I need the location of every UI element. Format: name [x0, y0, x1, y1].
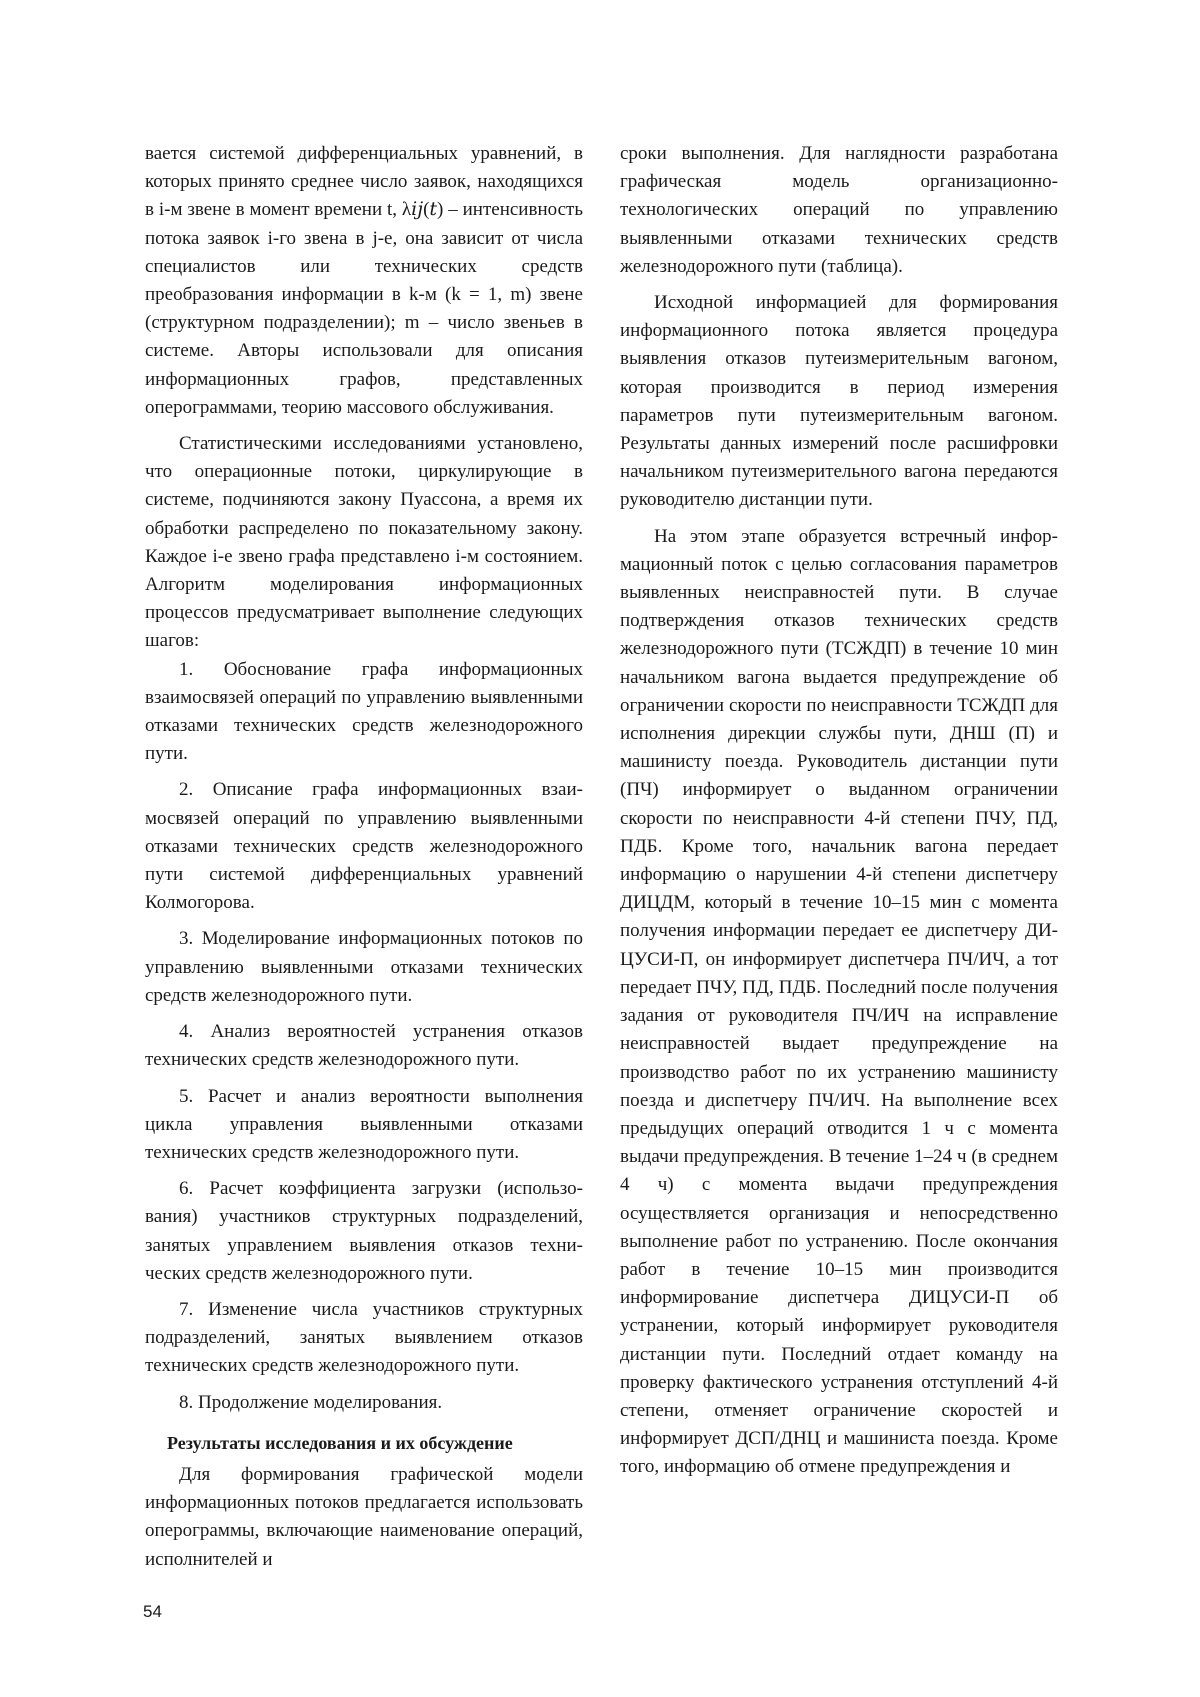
steps-list: [145, 656, 583, 1417]
section-heading: Результаты исследования и их обсуждение: [167, 1432, 513, 1453]
list-item: 1. Обоснование графа информационных взаимосвязей операций по управлению выявленными отказами технических средств железнодорожного пути.: [145, 658, 583, 765]
left-column: [145, 140, 583, 1574]
right-column: [620, 140, 1058, 1482]
list-item: 6. Расчет коэффициента загрузки (использования) участников структурных подразделений, занятых управлением выявления отказов технических средств железнодорожного пути.: [145, 1178, 583, 1284]
list-item: 7. Изменение числа участников структурных подразделений, занятых выявлением отказов технических средств железнодорожного пути.: [145, 1298, 583, 1377]
list-item: 4. Анализ вероятностей устранения отказов технических средств железнодорожного пути.: [145, 1021, 583, 1071]
body-paragraph: вается системой дифференциальных уравнений, в которых принято среднее число заявок, находящихся в i-м звене в момент времени t, λ𝑖𝑗(𝑡) – интенсивность потока заявок i-го звена в j-е, она зависит от числа специалистов или технических средств преобразования информации в k-м (k = 1, m) звене (структурном подразделении); m – число звеньев в системе. Авторы использовали для описания информационных графов, представленных оперограммами, теорию массового обслуживания.: [145, 143, 583, 418]
body-paragraph: Исходной информацией для формирования информационного потока является процедура выявления отказов путеизмерительным вагоном, которая производится в период измерения параметров пути путеизмерительным вагоном. Результаты данных измерений после расшифровки начальником путеизмерительного вагона передаются руководителю дистанции пути.: [620, 292, 1058, 511]
list-item: 2. Описание графа информационных взаимосвязей операций по управлению выявленными отказами технических средств железнодорожного пути системой дифференциальных уравнений Колмогорова.: [145, 779, 583, 914]
page-number: 54: [143, 1602, 162, 1621]
body-paragraph: сроки выполнения. Для наглядности разработана графическая модель организационно-технологических операций по управлению выявленными отказами технических средств железнодорожного пути (таблица).: [620, 143, 1058, 277]
body-paragraph: Для формирования графической модели информационных потоков предлагается использовать оперограммы, включающие наименование операций, исполнителей и: [145, 1463, 583, 1570]
body-paragraph: Статистическими исследованиями установлено, что операционные потоки, циркулирующие в системе, подчиняются закону Пуассона, а время их обработки распределено по показательному закону. Каждое i-е звено графа представлено i-м состоянием. Алгоритм моделирования информационных процессов предусматривает выполнение следующих шагов:: [145, 433, 583, 652]
body-paragraph: На этом этапе образуется встречный информационный поток с целью согласования параметров выявленных неисправностей пути. В случае подтверждения отказов технических средств железнодорожного пути (ТСЖДП) в течение 10 мин начальником вагона выдается предупреждение об ограничении скорости по неисправности ТСЖДП для исполнения дирекции службы пути, ДНШ (П) и машинисту поезда. Руководитель дистанции пути (ПЧ) информирует о выданном ограничении скорости по неисправности 4-й степени ПЧУ, ПД, ПДБ. Кроме того, начальник вагона передает информацию о нарушении 4-й степени диспетчеру ДИЦДМ, который в течение 10–15 мин с момента получения информации передает ее диспетчеру ДИЦУСИ-П, он информирует диспетчера ПЧ/ИЧ, а тот передает ПЧУ, ПД, ПДБ. Последний после получения задания от руководителя ПЧ/ИЧ на исправление неисправностей выдает предупреждение на производство работ по их устранению машинисту поезда и диспетчеру ПЧ/ИЧ. На выполнение всех предыдущих операций отводится 1 ч с момента выдачи предупреждения. В течение 1–24 ч (в среднем 4 ч) с момента выдачи предупреждения осуществляется организация и непосредственно выполнение работ по устранению. После окончания работ в течение 10–15 мин производится информирование диспетчера ДИЦУСИ-П об устранении, который информирует руководителя дистанции пути. Последний отдает команду на проверку фактического устранения отступлений 4-й степени, отменяет ограничение скоростей и информирует ДСП/ДНЦ и машиниста поезда. Кроме того, информацию об отмене предупреждения и: [620, 525, 1058, 1478]
list-item: 5. Расчет и анализ вероятности выполнения цикла управления выявленными отказами технических средств железнодорожного пути.: [145, 1085, 583, 1163]
list-item: 3. Моделирование информационных потоков по управлению выявленными отказами технических средств железнодорожного пути.: [145, 928, 583, 1006]
list-item: 8. Продолжение моделирования.: [179, 1391, 443, 1413]
